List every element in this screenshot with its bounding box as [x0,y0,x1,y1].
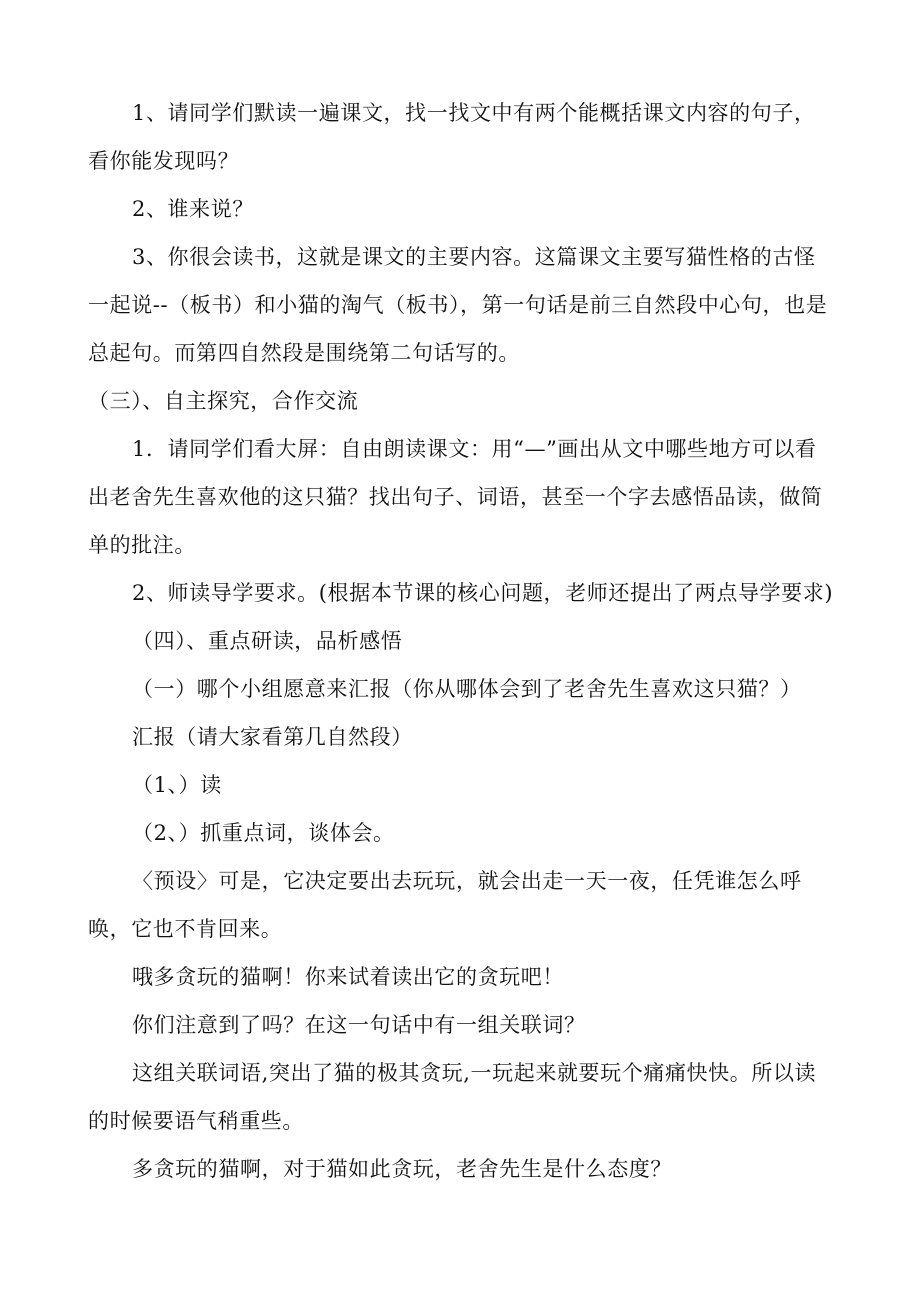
section-heading-4: （四）、重点研读，品析感悟 [132,629,403,653]
paragraph-1: 1、请同学们默读一遍课文，找一找文中有两个能概括课文内容的句子，看你能发现吗？ [88,101,816,173]
paragraph-10: （1、）读 [132,773,222,797]
paragraph-13: 哦多贪玩的猫啊！你来试着读出它的贪玩吧！ [132,965,564,989]
paragraph-16: 多贪玩的猫啊，对于猫如此贪玩，老舍先生是什么态度？ [132,1157,672,1181]
section-heading-3: （三）、自主探究，合作交流 [88,389,359,413]
paragraph-3: 3、你很会读书，这就是课文的主要内容。这篇课文主要写猫性格的古怪一起说--（板书）和小猫的淘气（板书），第一句话是前三自然段中心句，也是总起句。而第四自然段是围绕第二句话写的。 [88,245,828,365]
paragraph-5: 1．请同学们看大屏：自由朗读课文：用“—”画出从文中哪些地方可以看出老舍先生喜欢他的这只猫？找出句子、词语，甚至一个字去感悟品读，做简单的批注。 [88,437,823,557]
paragraph-8: （一）哪个小组愿意来汇报（你从哪体会到了老舍先生喜欢这只猫？） [132,677,802,701]
paragraph-12: 〈预设〉可是，它决定要出去玩玩，就会出走一天一夜，任凭谁怎么呼唤，它也不肯回来。 [88,869,802,941]
paragraph-15: 这组关联词语,突出了猫的极其贪玩,一玩起来就要玩个痛痛快快。所以读的时候要语气稍重些。 [88,1061,817,1133]
paragraph-11: （2、）抓重点词，谈体会。 [132,821,395,845]
paragraph-2: 2、谁来说？ [132,197,254,221]
paragraph-14: 你们注意到了吗？在这一句话中有一组关联词？ [132,1013,586,1037]
paragraph-9: 汇报（请大家看第几自然段） [132,725,413,749]
paragraph-6: 2、师读导学要求。(根据本节课的核心问题，老师还提出了两点导学要求) [132,581,834,605]
